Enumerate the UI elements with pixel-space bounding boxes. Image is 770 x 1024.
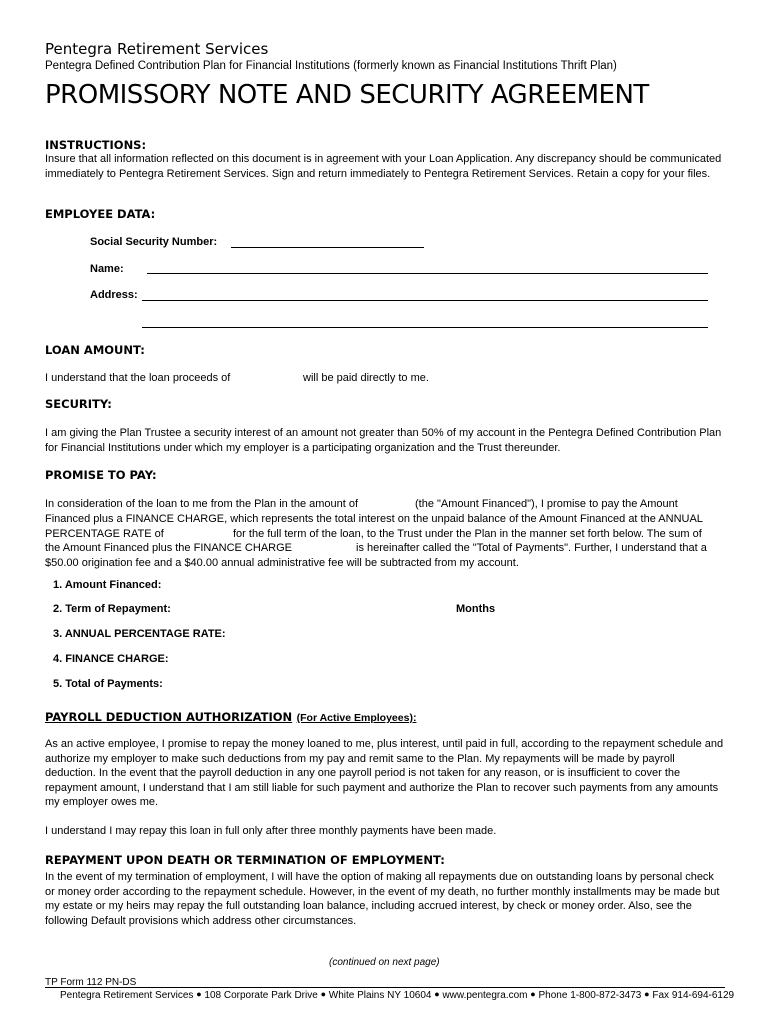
bullet-icon: ● (434, 989, 440, 999)
ssn-field[interactable] (231, 247, 424, 248)
item-term-of-repayment: 2. Term of Repayment: (53, 603, 171, 615)
loan-proceeds-text: I understand that the loan proceeds of (45, 372, 231, 384)
promise-line-4a: the Amount Financed plus the FINANCE CHARGE (45, 542, 292, 554)
promise-line-1b: (the "Amount Financed"), I promise to pay the Amount (415, 498, 678, 510)
instructions-heading: INSTRUCTIONS: (45, 138, 147, 152)
footer-divider (45, 987, 725, 988)
name-label: Name: (90, 263, 124, 275)
form-id: TP Form 112 PN-DS (45, 977, 137, 988)
item-apr: 3. ANNUAL PERCENTAGE RATE: (53, 628, 226, 640)
footer-phone: Phone 1-800-872-3473 (538, 990, 642, 1001)
bullet-icon: ● (320, 989, 327, 999)
footer-contact (60, 990, 734, 1001)
security-text: I am giving the Plan Trustee a security interest of an amount not greater than 50% of my account in the Pentegra Defined Contribution Plan for Financial Institutions under which my employer is a participating organization and the Trust thereunder. (45, 427, 722, 454)
footer-web: www.pentegra.com (442, 990, 528, 1001)
loan-paid-text: will be paid directly to me. (303, 372, 429, 384)
footer-company: Pentegra Retirement Services (60, 990, 194, 1001)
instructions-text: Insure that all information reflected on this document is in agreement with your Loan Application. Any discrepancy should be communicated immediately to Pentegra Retirement Services. Sign and return immediately to Pentegra Retirement Services. Retain a copy for your files. (45, 153, 722, 180)
footer-fax: Fax 914-694-6129 (652, 990, 735, 1001)
promise-heading: PROMISE TO PAY: (45, 468, 157, 482)
repayment-heading: REPAYMENT UPON DEATH OR TERMINATION OF EMPLOYMENT: (45, 853, 445, 867)
bullet-icon: ● (196, 989, 202, 999)
document-title: PROMISSORY NOTE AND SECURITY AGREEMENT (45, 80, 649, 110)
employee-data-heading: EMPLOYEE DATA: (45, 207, 156, 221)
payroll-text: As an active employee, I promise to repay the money loaned to me, plus interest, until paid in full, according to the repayment schedule and authorize my employer to make such deductions from my pay and remit same to the Plan. My repayments will be made by payroll deduction. In the event that the payroll deduction in any one payroll period is not taken for any reason, or is insufficient to cover the repayment amount, I understand that I am still liable for such payment and authorize the Plan to recover such payments from any amounts my employer owes me. (45, 738, 724, 808)
footer-address: 108 Corporate Park Drive (204, 990, 318, 1001)
item-amount-financed: 1. Amount Financed: (53, 579, 162, 591)
payroll-heading-sub: (For Active Employees): (296, 712, 417, 724)
security-heading: SECURITY: (45, 397, 112, 411)
bullet-icon: ● (530, 989, 536, 999)
item-total-of-payments: 5. Total of Payments: (53, 678, 163, 690)
payroll-heading-row (45, 708, 416, 726)
promise-line-5: $50.00 origination fee and a $40.00 annual administrative fee will be subtracted from my account. (45, 557, 519, 569)
address-label: Address: (90, 289, 138, 301)
payroll-heading: PAYROLL DEDUCTION AUTHORIZATION (45, 710, 293, 724)
bullet-icon: ● (644, 989, 650, 999)
promise-line-1a: In consideration of the loan to me from the Plan in the amount of (45, 498, 359, 510)
loan-amount-heading: LOAN AMOUNT: (45, 343, 145, 357)
ssn-label: Social Security Number: (90, 236, 218, 248)
plan-name: Pentegra Defined Contribution Plan for Financial Institutions (formerly known as Financial Institutions Thrift Plan) (45, 60, 617, 72)
promise-line-3a: PERCENTAGE RATE of (45, 528, 164, 540)
promise-line-4b: is hereinafter called the "Total of Payments". Further, I understand that a (356, 542, 707, 554)
company-name: Pentegra Retirement Services (45, 40, 269, 58)
address-field-line-2[interactable] (142, 327, 708, 328)
months-label: Months (456, 603, 496, 615)
promise-line-3b: for the full term of the loan, to the Trust under the Plan in the manner set forth below. The sum of (233, 528, 702, 540)
name-field[interactable] (147, 273, 708, 274)
address-field-line-1[interactable] (142, 300, 708, 301)
continued-note: (continued on next page) (329, 957, 440, 968)
footer-city: White Plains NY 10604 (328, 990, 432, 1001)
item-finance-charge: 4. FINANCE CHARGE: (53, 653, 169, 665)
repayment-text: In the event of my termination of employment, I will have the option of making all repayments due on outstanding loans by personal check or money order according to the repayment schedule. However, in the event of my death, no further monthly installments may be made but my estate or my heirs may repay the full outstanding loan balance, including accrued interest, by check or money order. Also, see the following Default provisions which address other circumstances. (45, 871, 720, 927)
payroll-repay-text: I understand I may repay this loan in full only after three monthly payments have been made. (45, 825, 497, 837)
promise-line-2: Financed plus a FINANCE CHARGE, which represents the total interest on the unpaid balance of the Amount Financed at the ANNUAL (45, 513, 703, 525)
